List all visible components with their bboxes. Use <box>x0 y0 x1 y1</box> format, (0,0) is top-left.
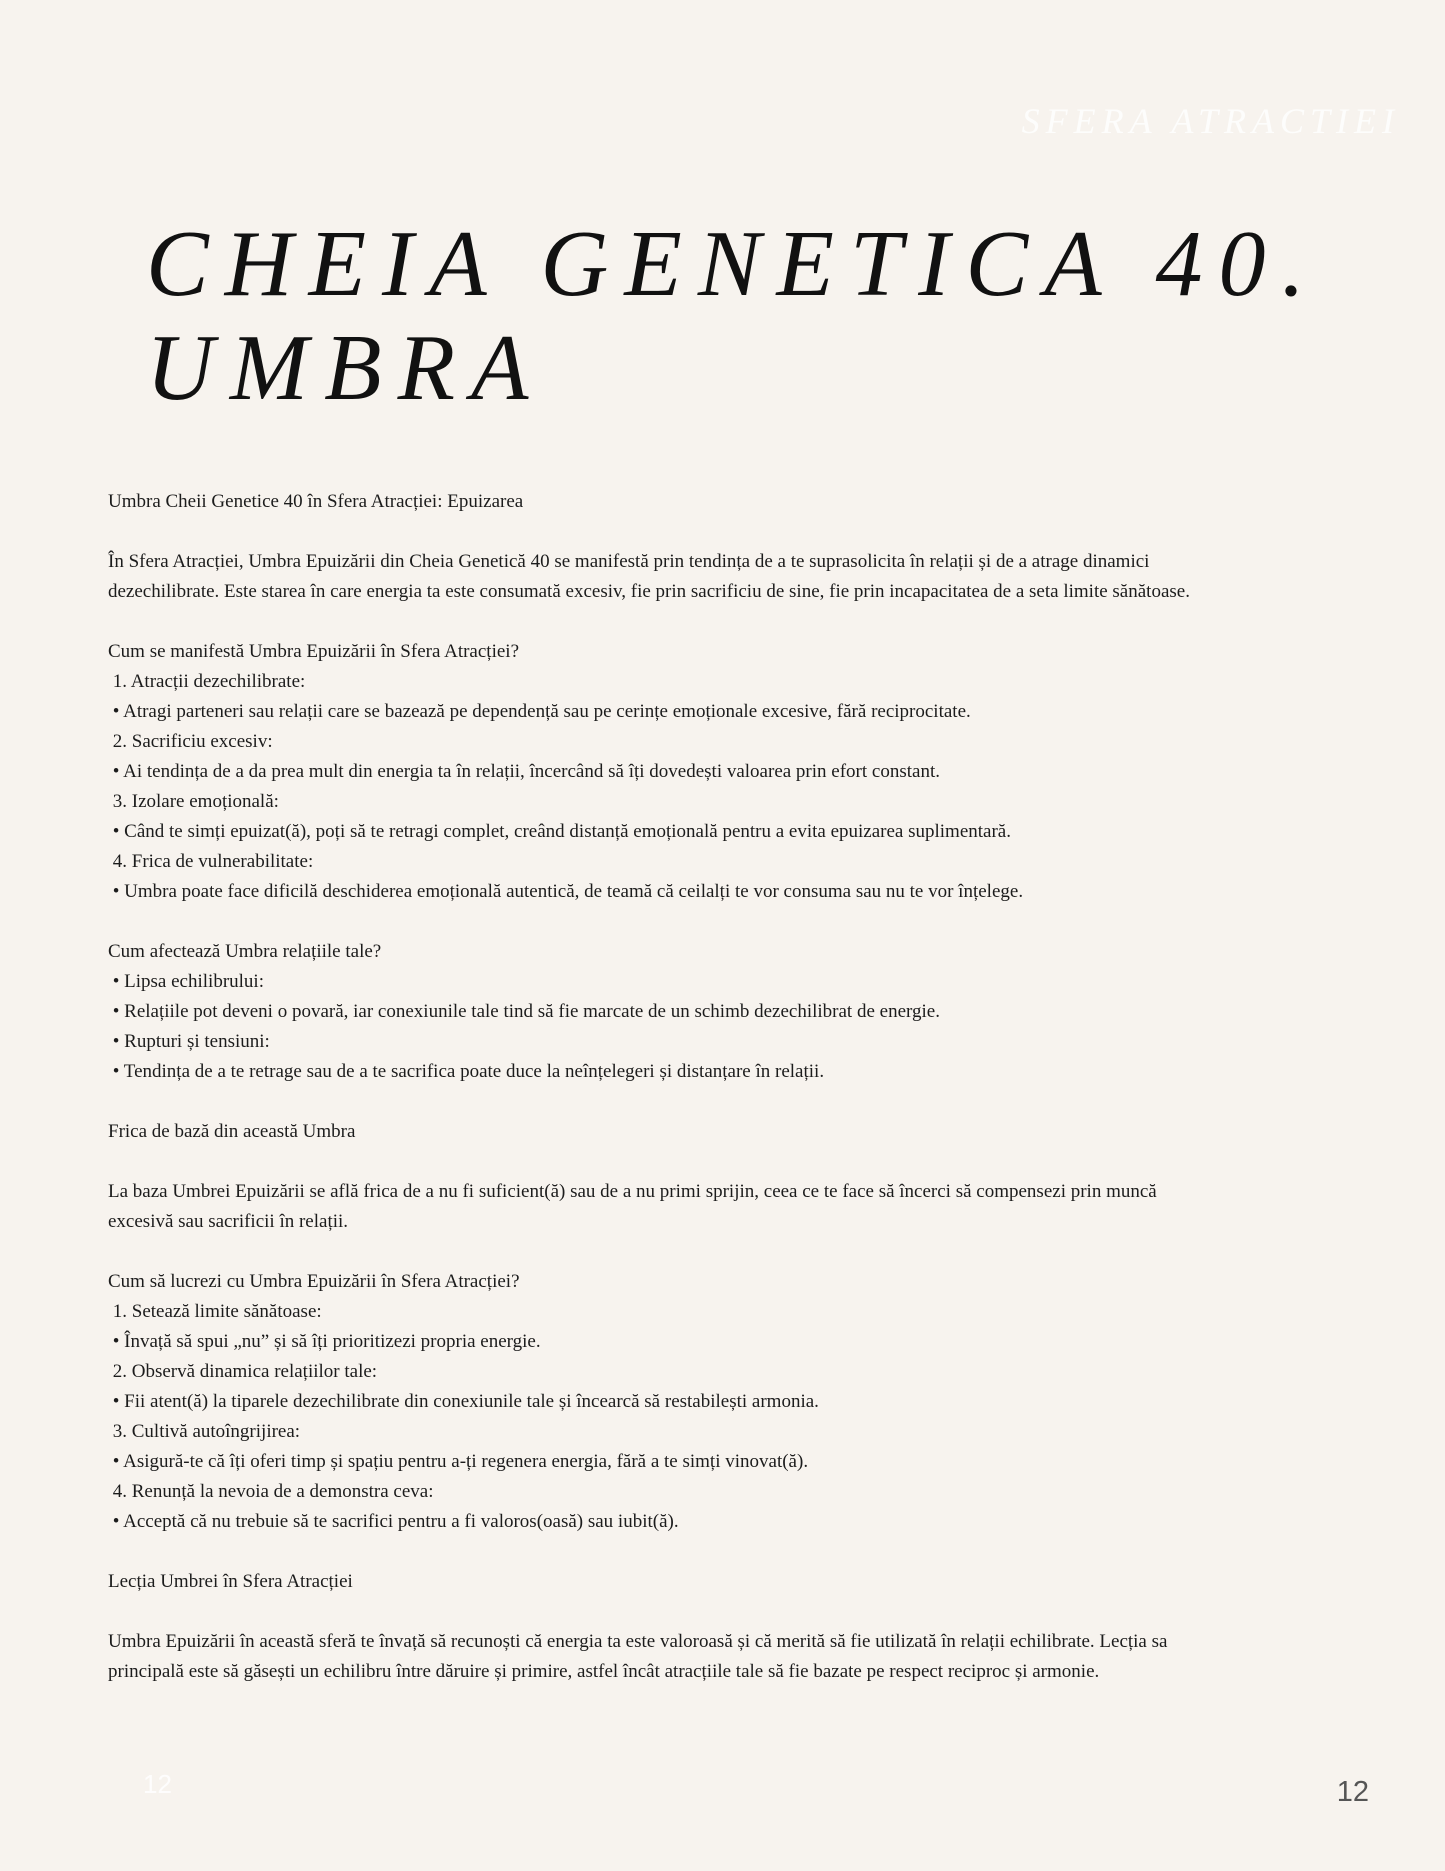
list-item: • Fii atent(ă) la tiparele dezechilibrate din conexiunile tale și încearcă să restabilești armonia. <box>108 1391 819 1412</box>
list-item: 3. Izolare emoțională: <box>108 791 279 812</box>
list-item: 2. Sacrificiu excesiv: <box>108 731 273 752</box>
header-watermark: SFERA ATRACTIEI <box>1021 101 1400 141</box>
body-text <box>108 487 1348 1687</box>
list-item: 2. Observă dinamica relațiilor tale: <box>108 1361 378 1382</box>
page-number: 12 <box>1336 1776 1369 1808</box>
section-heading-fear: Frica de bază din această Umbra <box>108 1121 356 1142</box>
list-item: 1. Setează limite sănătoase: <box>108 1301 322 1322</box>
intro-paragraph-line: În Sfera Atracției, Umbra Epuizării din Cheia Genetică 40 se manifestă prin tendința de a te suprasolicita în relații și de a atrage dinamici <box>108 551 1150 572</box>
title-line-2: UMBRA <box>146 316 545 420</box>
list-item: • Relațiile pot deveni o povară, iar conexiunile tale tind să fie marcate de un schimb dezechilibrat de energie. <box>108 1001 940 1022</box>
title-line-1: CHEIA GENETICA 40. <box>146 212 1321 316</box>
list-item: • Lipsa echilibrului: <box>108 971 264 992</box>
list-item: 4. Frica de vulnerabilitate: <box>108 851 314 872</box>
list-item: • Atragi parteneri sau relații care se bazează pe dependență sau pe cerințe emoționale excesive, fără reciprocitate. <box>108 701 971 722</box>
list-item: • Tendința de a te retrage sau de a te sacrifica poate duce la neînțelegeri și distanțare în relații. <box>108 1061 825 1082</box>
list-item: 3. Cultivă autoîngrijirea: <box>108 1421 301 1442</box>
list-item: • Ai tendința de a da prea mult din energia ta în relații, încercând să îți dovedești valoarea prin efort constant. <box>108 761 940 782</box>
section-heading-manifest: Cum se manifestă Umbra Epuizării în Sfera Atracției? <box>108 641 519 662</box>
intro-paragraph-line: dezechilibrate. Este starea în care energia ta este consumată excesiv, fie prin sacrificiu de sine, fie prin incapacitatea de a seta limite sănătoase. <box>108 581 1190 602</box>
list-item: • Acceptă că nu trebuie să te sacrifici pentru a fi valoros(oasă) sau iubit(ă). <box>108 1511 679 1532</box>
fear-paragraph-line: excesivă sau sacrificii în relații. <box>108 1211 349 1232</box>
list-item: 1. Atracții dezechilibrate: <box>108 671 306 692</box>
page-title <box>146 212 1326 420</box>
lesson-paragraph-line: Umbra Epuizării în această sferă te învață să recunoști că energia ta este valoroasă și că merită să fie utilizată în relații echilibrate. Lecția sa <box>108 1631 1168 1652</box>
section-heading-lesson: Lecția Umbrei în Sfera Atracției <box>108 1571 353 1592</box>
section-heading-effects: Cum afectează Umbra relațiile tale? <box>108 941 382 962</box>
lesson-paragraph-line: principală este să găsești un echilibru între dăruire și primire, astfel încât atracțiile tale să fie bazate pe respect reciproc și armonie. <box>108 1661 1100 1682</box>
list-item: 4. Renunță la nevoia de a demonstra ceva: <box>108 1481 434 1502</box>
list-item: • Rupturi și tensiuni: <box>108 1031 270 1052</box>
list-item: • Când te simți epuizat(ă), poți să te retragi complet, creând distanță emoțională pentru a evita epuizarea suplimentară. <box>108 821 1011 842</box>
fear-paragraph-line: La baza Umbrei Epuizării se află frica de a nu fi suficient(ă) sau de a nu primi sprijin, ceea ce te face să încerci să compensezi prin muncă <box>108 1181 1157 1202</box>
list-item: • Asigură-te că îți oferi timp și spațiu pentru a-ți regenera energia, fără a te simți vinovat(ă). <box>108 1451 809 1472</box>
list-item: • Umbra poate face dificilă deschiderea emoțională autentică, de teamă că ceilalți te vor consuma sau nu te vor înțelege. <box>108 881 1024 902</box>
intro-heading: Umbra Cheii Genetice 40 în Sfera Atracției: Epuizarea <box>108 491 524 512</box>
section-heading-work: Cum să lucrezi cu Umbra Epuizării în Sfera Atracției? <box>108 1271 520 1292</box>
list-item: • Învață să spui „nu” și să îți prioritizezi propria energie. <box>108 1331 541 1352</box>
page-number-watermark: 12 <box>143 1769 172 1799</box>
